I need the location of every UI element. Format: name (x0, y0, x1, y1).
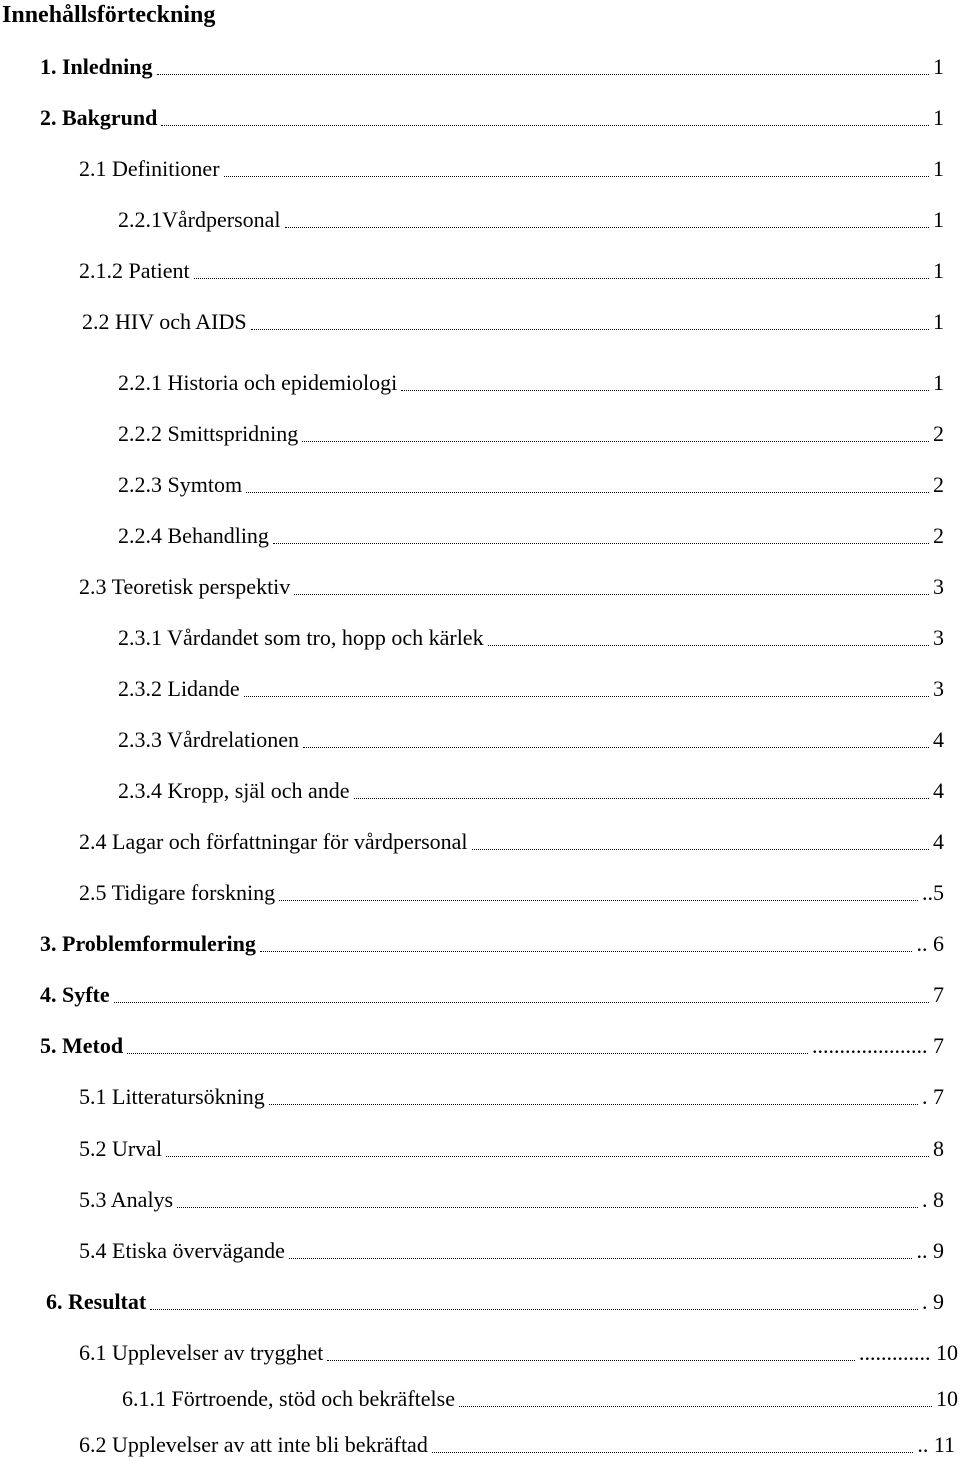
toc-entry-leader (127, 1053, 808, 1054)
toc-entry-label: 2.2.3 Symtom (118, 472, 243, 497)
toc-entry-page-number: 10 (936, 1386, 958, 1411)
toc-entry[interactable] (118, 419, 944, 449)
toc-entry[interactable] (118, 674, 944, 704)
toc-entry-label: 2.2.1Vårdpersonal (118, 207, 281, 232)
toc-entry[interactable] (118, 205, 944, 235)
toc-entry-page-number: 1 (933, 258, 944, 283)
toc-entry-leader (289, 1258, 912, 1259)
toc-entry-page-number: .. 9 (916, 1238, 944, 1263)
toc-entry-label: 2.3 Teoretisk perspektiv (79, 574, 291, 599)
toc-entry-page-number: 3 (933, 574, 944, 599)
toc-entry-leader (302, 441, 929, 442)
toc-entry-page-number: 4 (933, 778, 944, 803)
toc-entry-label: 5.3 Analys (79, 1187, 174, 1212)
toc-entry-leader (303, 747, 929, 748)
toc-entry-label: 2.3.1 Vårdandet som tro, hopp och kärlek (118, 625, 484, 650)
toc-entry[interactable] (40, 52, 944, 82)
toc-entry-label: 2.2.2 Smittspridning (118, 421, 299, 446)
toc-entry-label: 6.1.1 Förtroende, stöd och bekräftelse (122, 1386, 455, 1411)
toc-entry[interactable] (79, 256, 944, 286)
toc-entry-page-number: 1 (933, 156, 944, 181)
toc-entry-label: 2.3.4 Kropp, själ och ande (118, 778, 350, 803)
toc-entry-label: 2.3.2 Lidande (118, 676, 240, 701)
toc-entry-leader (244, 696, 929, 697)
toc-entry-leader (194, 278, 929, 279)
toc-entry[interactable] (79, 154, 944, 184)
toc-entry[interactable] (79, 572, 944, 602)
toc-entry[interactable] (40, 980, 944, 1010)
toc-entry[interactable] (40, 929, 944, 959)
toc-entry-page-number: 1 (933, 309, 944, 334)
toc-entry[interactable] (82, 307, 944, 337)
toc-entry-page-number: 1 (933, 370, 944, 395)
toc-entry-leader (150, 1309, 918, 1310)
toc-entry[interactable] (46, 1287, 944, 1317)
toc-entry[interactable] (79, 878, 944, 908)
toc-entry[interactable] (118, 470, 944, 500)
toc-entry-label: 2.2 HIV och AIDS (82, 309, 247, 334)
toc-entry-label: 5. Metod (40, 1033, 124, 1058)
toc-entry-page-number: 1 (933, 54, 944, 79)
toc-entry-label: 2.1.2 Patient (79, 258, 190, 283)
toc-entry-leader (177, 1207, 918, 1208)
toc-entry-label: 1. Inledning (40, 54, 153, 79)
toc-entry[interactable] (79, 1134, 944, 1164)
toc-entry-page-number: 1 (933, 207, 944, 232)
toc-entry-leader (401, 390, 929, 391)
toc-entry-page-number: .. 6 (916, 931, 944, 956)
toc-entry-label: 5.4 Etiska övervägande (79, 1238, 285, 1263)
toc-entry-page-number: 2 (933, 421, 944, 446)
toc-entry-leader (459, 1406, 932, 1407)
toc-entry-leader (488, 645, 929, 646)
toc-entry[interactable] (79, 1430, 955, 1460)
toc-entry-label: 2.2.4 Behandling (118, 523, 269, 548)
toc-entry[interactable] (118, 725, 944, 755)
toc-entry[interactable] (118, 521, 944, 551)
toc-entry[interactable] (40, 1031, 944, 1061)
toc-entry-leader (472, 849, 929, 850)
toc-entry-leader (279, 900, 918, 901)
toc-entry-page-number: 4 (933, 829, 944, 854)
toc-entry-page-number: 7 (933, 982, 944, 1007)
toc-entry-page-number: 2 (933, 523, 944, 548)
toc-entry-label: 5.1 Litteratursökning (79, 1084, 265, 1109)
toc-entry[interactable] (40, 103, 944, 133)
toc-entry-leader (260, 951, 912, 952)
toc-entry-label: 2.4 Lagar och författningar för vårdpersonal (79, 829, 468, 854)
toc-title: Innehållsförteckning (2, 2, 216, 28)
toc-entry-leader (269, 1104, 918, 1105)
toc-entry-page-number: . 8 (922, 1187, 944, 1212)
toc-entry[interactable] (79, 1185, 944, 1215)
toc-entry[interactable] (79, 1338, 958, 1368)
toc-entry[interactable] (79, 1082, 944, 1112)
toc-entry-label: 5.2 Urval (79, 1136, 163, 1161)
toc-entry[interactable] (118, 368, 944, 398)
toc-entry-leader (157, 74, 929, 75)
toc-entry-page-number: 3 (933, 676, 944, 701)
toc-entry-leader (354, 798, 929, 799)
toc-entry-label: 2.3.3 Vårdrelationen (118, 727, 300, 752)
toc-entry-leader (161, 125, 929, 126)
toc-entry-leader (273, 543, 929, 544)
toc-entry-page-number: 1 (933, 105, 944, 130)
toc-entry-leader (224, 176, 929, 177)
toc-entry-page-number: 3 (933, 625, 944, 650)
toc-entry-leader (285, 227, 929, 228)
toc-entry[interactable] (118, 776, 944, 806)
toc-entry-page-number: 4 (933, 727, 944, 752)
toc-entry-label: 3. Problemformulering (40, 931, 256, 956)
toc-entry[interactable] (118, 623, 944, 653)
toc-entry-label: 2.5 Tidigare forskning (79, 880, 276, 905)
toc-entry-label: 2.2.1 Historia och epidemiologi (118, 370, 398, 395)
toc-entry-leader (294, 594, 929, 595)
toc-entry-leader (251, 329, 929, 330)
toc-entry-label: 6.1 Upplevelser av trygghet (79, 1340, 324, 1365)
toc-entry-page-number: . 9 (922, 1289, 944, 1314)
toc-entry-label: 6. Resultat (46, 1289, 147, 1314)
toc-entry[interactable] (79, 1236, 944, 1266)
toc-entry[interactable] (122, 1384, 958, 1414)
toc-entry-label: 6.2 Upplevelser av att inte bli bekräftad (79, 1432, 428, 1457)
toc-entry-leader (246, 492, 929, 493)
toc-entry-leader (327, 1360, 855, 1361)
toc-entry-label: 2. Bakgrund (40, 105, 158, 130)
toc-entry-page-number: 2 (933, 472, 944, 497)
toc-entry-page-number: ..................... 7 (812, 1033, 944, 1058)
toc-entry-page-number: . 7 (922, 1084, 944, 1109)
toc-entry-page-number: ..5 (922, 880, 944, 905)
toc-entry-leader (166, 1156, 929, 1157)
toc-entry-page-number: 8 (933, 1136, 944, 1161)
toc-entry-page-number: .. 11 (917, 1432, 955, 1457)
toc-entry-label: 4. Syfte (40, 982, 110, 1007)
toc-entry-page-number: ............. 10 (859, 1340, 958, 1365)
toc-entry-leader (432, 1452, 913, 1453)
toc-entry-label: 2.1 Definitioner (79, 156, 220, 181)
toc-entry[interactable] (79, 827, 944, 857)
toc-entry-leader (114, 1002, 929, 1003)
